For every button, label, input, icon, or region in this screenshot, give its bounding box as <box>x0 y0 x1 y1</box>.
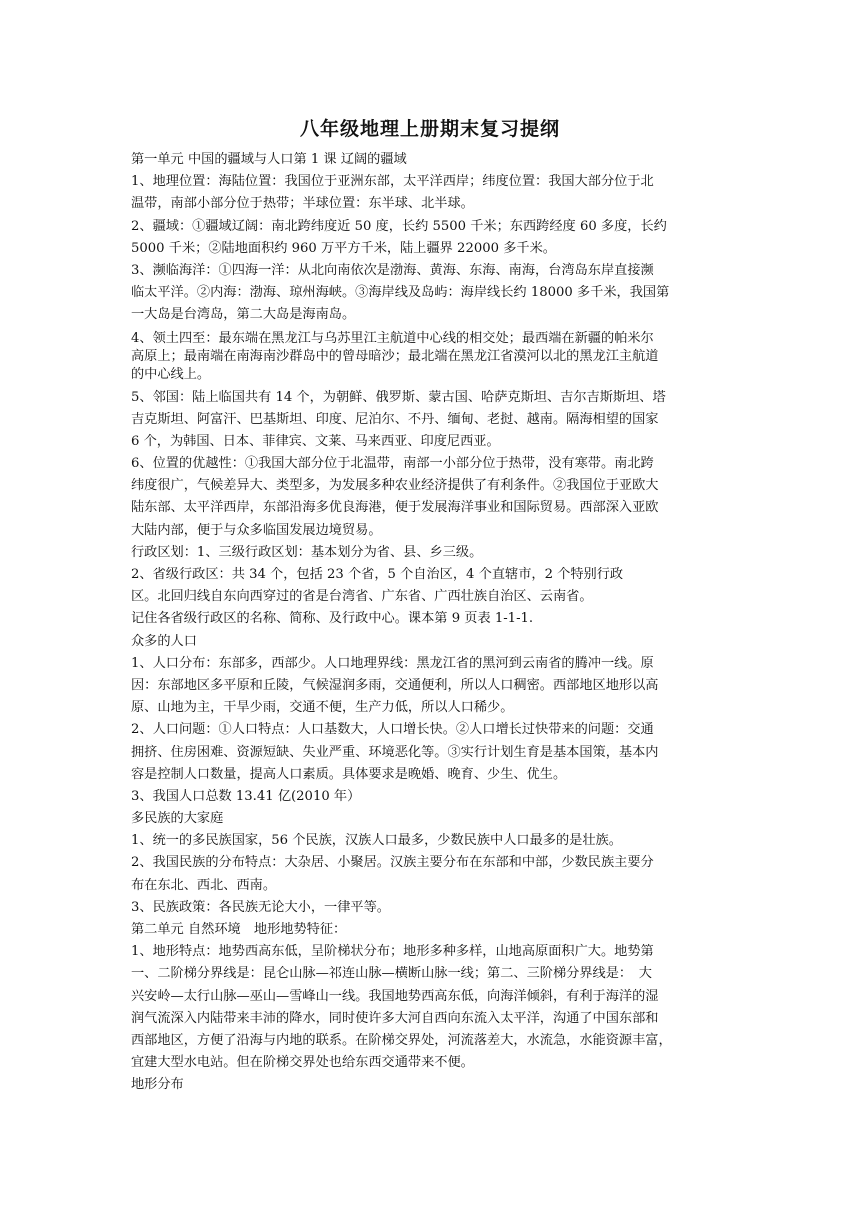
text-line: 众多的人口 <box>131 633 197 649</box>
text-line: 的中心线上。 <box>131 366 211 382</box>
text-line: 第一单元 中国的疆域与人口第 1 课 辽阔的疆域 <box>131 152 407 167</box>
text-line: 润气流深入内陆带来丰沛的降水，同时使许多大河自西向东流入太平洋，沟通了中国东部和 <box>131 1010 659 1026</box>
text-line: 6、位置的优越性：①我国大部分位于北温带，南部一小部分位于热带，没有寒带。南北跨 <box>131 456 654 472</box>
text-line: 2、人口问题：①人口特点：人口基数大，人口增长快。②人口增长过快带来的问题：交通 <box>131 722 654 738</box>
text-line: 多民族的大家庭 <box>131 811 224 827</box>
text-line: 吉克斯坦、阿富汗、巴基斯坦、印度、尼泊尔、不丹、缅甸、老挝、越南。隔海相望的国家 <box>131 411 659 427</box>
text-line: 纬度很广，气候差异大、类型多，为发展多种农业经济提供了有利条件。②我国位于亚欧大 <box>131 478 659 494</box>
text-line: 4、领土四至：最东端在黑龙江与乌苏里江主航道中心线的相交处；最西端在新疆的帕米尔 <box>131 330 654 346</box>
document-body <box>131 149 734 1097</box>
text-line: 3、民族政策：各民族无论大小，一律平等。 <box>131 899 390 915</box>
text-line: 区。北回归线自东向西穿过的省是台湾省、广东省、广西壮族自治区、云南省。 <box>131 589 593 605</box>
text-line: 布在东北、西北、西南。 <box>131 877 277 893</box>
text-line: 1、地形特点：地势西高东低，呈阶梯状分布；地形多种多样，山地高原面积广大。地势第 <box>131 944 654 960</box>
text-line: 原、山地为主，干旱少雨，交通不便，生产力低，所以人口稀少。 <box>131 700 514 716</box>
text-line: 地形分布 <box>131 1077 184 1093</box>
text-line: 1、地理位置：海陆位置：我国位于亚洲东部，太平洋西岸；纬度位置：我国大部分位于北 <box>131 174 654 190</box>
text-line: 1、统一的多民族国家，56 个民族，汉族人口最多，少数民族中人口最多的是壮族。 <box>131 833 622 849</box>
text-line: 高原上；最南端在南海南沙群岛中的曾母暗沙；最北端在黑龙江省漠河以北的黑龙江主航道 <box>131 348 659 364</box>
text-line: 因：东部地区多平原和丘陵，气候湿润多雨，交通便利，所以人口稠密。西部地区地形以高 <box>131 677 659 693</box>
text-line: 拥挤、住房困难、资源短缺、失业严重、环境恶化等。③实行计划生育是基本国策，基本内 <box>131 744 659 760</box>
text-line: 2、我国民族的分布特点：大杂居、小聚居。汉族主要分布在东部和中部，少数民族主要分 <box>131 855 654 871</box>
text-line: 温带，南部小部分位于热带；半球位置：东半球、北半球。 <box>131 196 474 212</box>
text-line: 一、二阶梯分界线是：昆仑山脉—祁连山脉—横断山脉一线；第二、三阶梯分界线是： 大 <box>131 966 652 982</box>
text-line: 行政区划：1、三级行政区划：基本划分为省、县、乡三级。 <box>131 544 483 560</box>
text-line: 6 个，为韩国、日本、菲律宾、文莱、马来西亚、印度尼西亚。 <box>131 433 500 449</box>
text-line: 兴安岭—太行山脉—巫山—雪峰山一线。我国地势西高东低，向海洋倾斜，有利于海洋的湿 <box>131 988 659 1004</box>
text-line: 5、邻国：陆上临国共有 14 个，为朝鲜、俄罗斯、蒙古国、哈萨克斯坦、吉尔吉斯斯坦、塔 <box>131 389 666 405</box>
text-line: 陆东部、太平洋西岸，东部沿海多优良海港，便于发展海洋事业和国际贸易。西部深入亚欧 <box>131 500 659 516</box>
document-title: 八年级地理上册期末复习提纲 <box>299 118 560 140</box>
text-line: 3、我国人口总数 13.41 亿(2010 年） <box>131 788 361 804</box>
text-line: 2、省级行政区：共 34 个，包括 23 个省，5 个自治区，4 个直辖市，2 个特别行政 <box>131 567 624 582</box>
text-line: 2、疆域：①疆域辽阔：南北跨纬度近 50 度，长约 5500 千米；东西跨经度 60 多度，长约 <box>131 218 667 234</box>
text-line: 第二单元 自然环境 地形地势特征： <box>131 922 347 937</box>
text-line: 记住各省级行政区的名称、简称、及行政中心。课本第 9 页表 1-1-1. <box>131 611 534 627</box>
text-line: 一大岛是台湾岛，第二大岛是海南岛。 <box>131 307 356 323</box>
text-line: 3、濒临海洋：①四海一洋：从北向南依次是渤海、黄海、东海、南海，台湾岛东岸直接濒 <box>131 262 654 278</box>
text-line: 临太平洋。②内海：渤海、琼州海峡。③海岸线及岛屿：海岸线长约 18000 多千米，我国第 <box>131 285 670 301</box>
text-line: 5000 千米；②陆地面积约 960 万平方千米，陆上疆界 22000 多千米。 <box>131 240 556 256</box>
text-line: 西部地区，方便了沿海与内地的联系。在阶梯交界处，河流落差大，水流急，水能资源丰富， <box>131 1032 672 1048</box>
text-line: 宜建大型水电站。但在阶梯交界处也给东西交通带来不便。 <box>131 1055 474 1071</box>
text-line: 1、人口分布：东部多，西部少。人口地理界线：黑龙江省的黑河到云南省的腾冲一线。原 <box>131 655 654 671</box>
text-line: 容是控制人口数量，提高人口素质。具体要求是晚婚、晚育、少生、优生。 <box>131 766 567 782</box>
text-line: 大陆内部，便于与众多临国发展边境贸易。 <box>131 522 382 538</box>
